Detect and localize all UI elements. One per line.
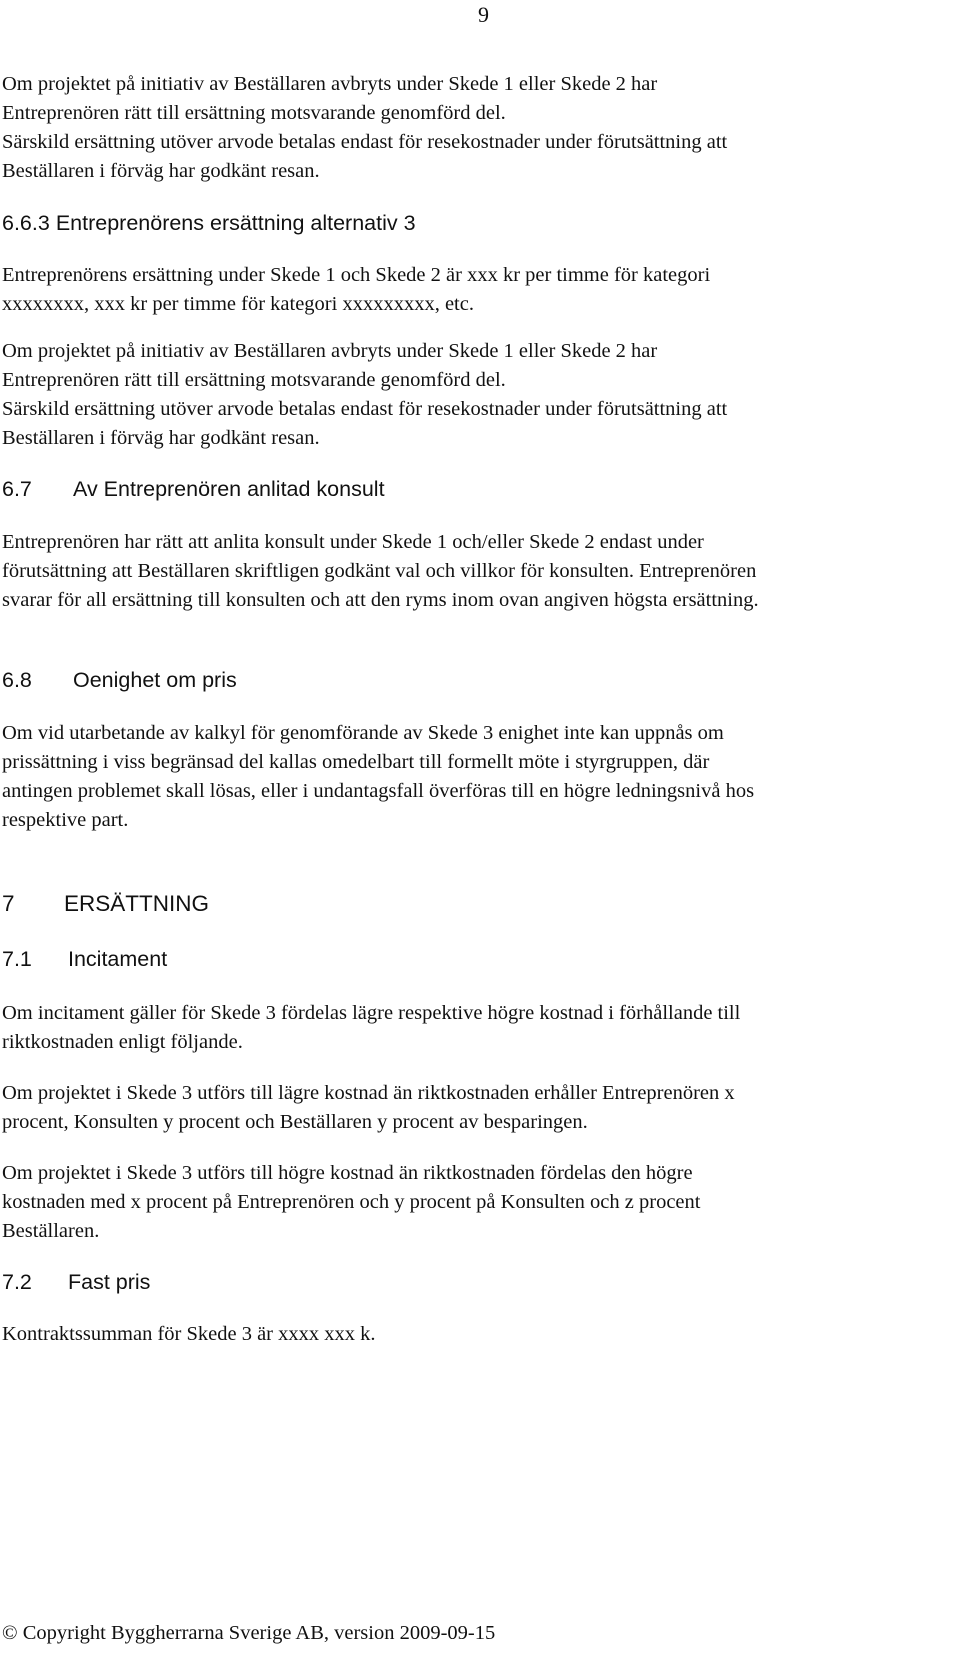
text-line: Entreprenörens ersättning under Skede 1 och Skede 2 är xxx kr per timme för kategori xyxy=(2,264,711,286)
text-line: xxxxxxxx, xxx kr per timme för kategori xxxxxxxxx, etc. xyxy=(2,293,474,315)
text-line: Särskild ersättning utöver arvode betalas endast för resekostnader under förutsättning att xyxy=(2,131,728,153)
text-line: kostnaden med x procent på Entreprenören och y procent på Konsulten och z procent xyxy=(2,1191,701,1213)
text-line: Beställaren i förväg har godkänt resan. xyxy=(2,160,320,182)
text-line: Om projektet i Skede 3 utförs till högre kostnad än riktkostnaden fördelas den högre xyxy=(2,1162,693,1184)
text-line: Om vid utarbetande av kalkyl för genomförande av Skede 3 enighet inte kan uppnås om xyxy=(2,722,724,744)
heading-number: 7 xyxy=(2,891,15,916)
text-line: Särskild ersättning utöver arvode betalas endast för resekostnader under förutsättning att xyxy=(2,398,728,420)
heading-7 xyxy=(2,889,942,919)
text-line: Entreprenören har rätt att anlita konsult under Skede 1 och/eller Skede 2 endast under xyxy=(2,531,704,553)
text-line: Om projektet på initiativ av Beställaren avbryts under Skede 1 eller Skede 2 har xyxy=(2,340,658,362)
paragraph-kontraktssumma xyxy=(2,1320,942,1349)
heading-number: 6.7 xyxy=(2,477,32,501)
text-line: Beställaren. xyxy=(2,1220,100,1242)
text-line: Entreprenören rätt till ersättning motsvarande genomförd del. xyxy=(2,102,506,124)
heading-number: 7.1 xyxy=(2,947,32,971)
heading-7-2 xyxy=(2,1268,942,1296)
text-line: prissättning i viss begränsad del kallas omedelbart till formellt möte i styrgruppen, där xyxy=(2,751,710,773)
paragraph-avbrytande xyxy=(2,70,942,186)
text-line: Om incitament gäller för Skede 3 fördelas lägre respektive högre kostnad i förhållande till xyxy=(2,1002,741,1024)
heading-number: 6.6.3 xyxy=(2,211,50,235)
text-line: Kontraktssumman för Skede 3 är xxxx xxx k. xyxy=(2,1323,376,1345)
text-line: svarar för all ersättning till konsulten och att den ryms inom ovan angiven högsta ersättning. xyxy=(2,589,759,611)
document-body xyxy=(2,70,942,1349)
paragraph-konsult xyxy=(2,528,942,615)
text-line: Entreprenören rätt till ersättning motsvarande genomförd del. xyxy=(2,369,506,391)
heading-6-8 xyxy=(2,666,942,694)
text-line: riktkostnaden enligt följande. xyxy=(2,1031,243,1053)
paragraph-lagre-kostnad xyxy=(2,1079,942,1137)
heading-title: Fast pris xyxy=(68,1270,151,1294)
text-line: Om projektet på initiativ av Beställaren avbryts under Skede 1 eller Skede 2 har xyxy=(2,73,658,95)
heading-6-6-3 xyxy=(2,209,942,237)
text-line: Beställaren i förväg har godkänt resan. xyxy=(2,427,320,449)
page-number: 9 xyxy=(478,2,489,27)
paragraph-avbrytande xyxy=(2,337,942,453)
heading-6-7 xyxy=(2,475,942,503)
copyright-footer: © Copyright Byggherrarna Sverige AB, version 2009-09-15 xyxy=(2,1622,496,1644)
heading-number: 7.2 xyxy=(2,1270,32,1294)
paragraph-incitament xyxy=(2,999,942,1057)
paragraph-hogre-kostnad xyxy=(2,1159,942,1246)
text-line: antingen problemet skall lösas, eller i undantagsfall överföras till en högre ledningsnivå hos xyxy=(2,780,755,802)
heading-title: Entreprenörens ersättning alternativ 3 xyxy=(55,211,416,235)
heading-7-1 xyxy=(2,945,942,973)
heading-title: ERSÄTTNING xyxy=(64,891,210,916)
heading-number: 6.8 xyxy=(2,668,32,692)
text-line: förutsättning att Beställaren skriftligen godkänt val och villkor för konsulten. Entreprenören xyxy=(2,560,757,582)
paragraph-timpris xyxy=(2,261,942,319)
text-line: Om projektet i Skede 3 utförs till lägre kostnad än riktkostnaden erhåller Entreprenören x xyxy=(2,1082,735,1104)
text-line: respektive part. xyxy=(2,809,129,831)
heading-title: Av Entreprenören anlitad konsult xyxy=(73,477,385,501)
text-line: procent, Konsulten y procent och Beställaren y procent av besparingen. xyxy=(2,1111,588,1133)
heading-title: Oenighet om pris xyxy=(73,668,237,692)
heading-title: Incitament xyxy=(68,947,168,971)
paragraph-oenighet xyxy=(2,719,942,835)
